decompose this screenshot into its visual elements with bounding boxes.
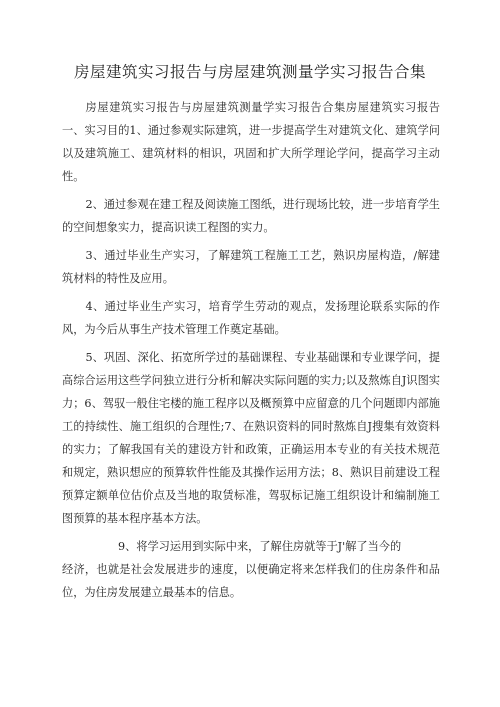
document-title: 房屋建筑实习报告与房屋建筑测量学实习报告合集 <box>73 63 426 81</box>
paragraph-item-4: 4、通过毕业生产实习，培育学生劳动的观点，发扬理论联系实际的作风，为今后从事生产技术管理工作奠定基础。 <box>62 300 440 336</box>
paragraph-item-9-continued: 经济，也就是社会发展进步的速度，以便确定将来怎样我们的住房条件和品位，为住房发展建立最基本的信息。 <box>62 563 440 599</box>
paragraph-item-5-8: 5、巩固、深化、拓宽所学过的基础课程、专业基础课和专业课学问，提高综合运用这些学问独立进行分析和解决实际问题的实力;以及熬炼自J识图实力；6、驾驭一般住宅楼的施工程序以及概预算中应留意的几个问题即内部施工的持续性、施工组织的合理性;7、在熟识资料的同时熬炼自J搜集有效资料的实力；了解我国有关的建设方针和政策，正确运用本专业的有关技术规范和规定，熟识想应的预算软件性能及其操作运用方法；8、熟识目前建设工程预算定额单位估价点及当地的取赁标准，驾驭标记施工组织设计和编制施工图预算的基本程序基本方法。 <box>62 351 440 525</box>
paragraph-intro: 房屋建筑实习报告与房屋建筑测量学实习报告合集房屋建筑实习报告一、实习目的1、通过参观实际建筑，进一步提高学生对建筑文化、建筑学问以及建筑施工、建筑材料的相识，巩固和扩大所学理论学问，提高学习主动性。 <box>62 101 440 183</box>
paragraph-item-3: 3、通过毕业生产实习，了解建筑工程施工工艺，熟识房屋构造，/解建筑材料的特性及应用。 <box>62 249 440 285</box>
document-body <box>62 96 440 609</box>
paragraph-item-2: 2、通过参观在建工程及阅读施工图纸，进行现场比较，进一步培育学生的空间想象实力，提高识读工程图的实力。 <box>62 198 440 234</box>
paragraph-item-9: 9、将学习运用到实际中来，了解住房就等于J'解了当今的 <box>118 540 402 553</box>
